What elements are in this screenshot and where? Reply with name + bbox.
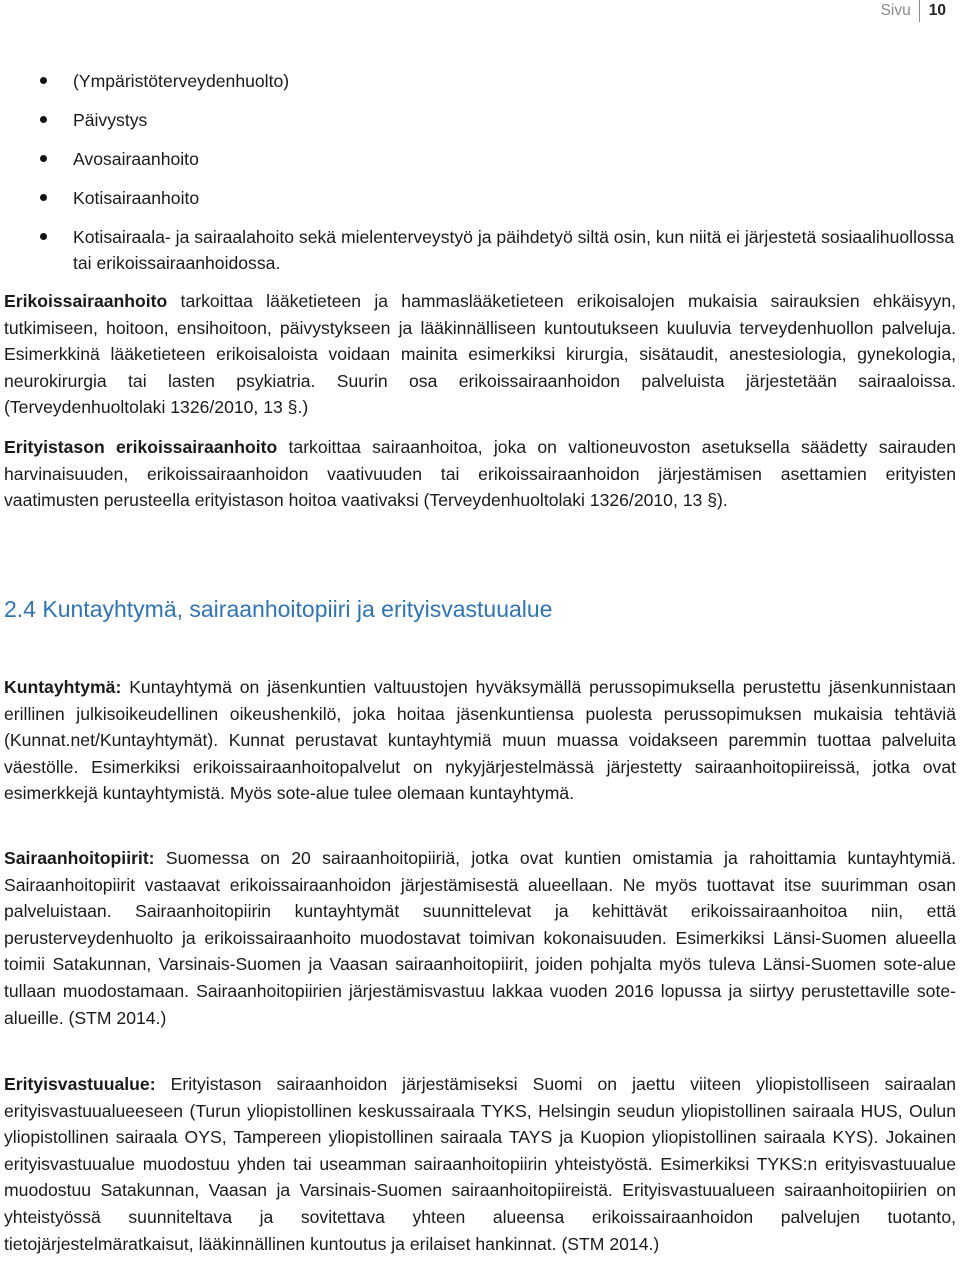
bullet-icon xyxy=(40,116,47,123)
list-item-text: Kotisairaala- ja sairaalahoito sekä mielenterveystyö ja päihdetyö siltä osin, kun niitä ei järjestetä sosiaalihuollossa tai erikoissairaanhoidossa. xyxy=(73,227,955,273)
term-bold: Erikoissairaanhoito xyxy=(4,291,168,311)
list-item-text: Avosairaanhoito xyxy=(73,149,199,169)
service-list xyxy=(0,68,960,276)
list-item xyxy=(0,107,960,133)
paragraph-text: tarkoittaa lääketieteen ja hammaslääketieteen erikoisalojen mukaisia sairauksien ehkäisyyn, tutkimiseen, hoitoon, ensihoitoon, päivystykseen ja lääkinnälliseen kuntoutukseen kuuluvia terveydenhuollon palveluja. Esimerkkinä lääketieteen erikoisaloista voidaan mainita esimerkiksi kirurgia, sisätaudit, anestesiologia, gynekologia, neurokirurgia tai lasten psykiatria. Suurin osa erikoissairaanhoidon palveluista järjestetään sairaaloissa. (Terveydenhuoltolaki 1326/2010, 13 §.) xyxy=(4,291,956,418)
list-item-text: (Ympäristöterveydenhuolto) xyxy=(73,71,290,91)
section-number: 2.4 xyxy=(4,596,36,622)
paragraph-text: tarkoittaa sairaanhoitoa, joka on valtioneuvoston asetuksella säädetty sairauden harvinaisuuden, erikoissairaanhoidon vaativuuden tai erikoissairaanhoidon järjestämisen asettamien erityisten vaatimusten perusteella erityistason hoitoa vaativaksi (Terveydenhuoltolaki 1326/2010, 13 §). xyxy=(4,437,956,511)
term-bold: Kuntayhtymä: xyxy=(4,677,122,697)
term-bold: Erityisvastuualue: xyxy=(4,1074,156,1094)
paragraph-kuntayhtyma xyxy=(4,674,956,807)
bullet-icon xyxy=(40,77,47,84)
paragraph-text: Suomessa on 20 sairaanhoitopiiriä, jotka ovat kuntien omistamia ja rahoittamia kuntayhtymiä. Sairaanhoitopiirit vastaavat erikoissairaanhoidon järjestämisestä alueellaan. Ne myös tuottavat itse suurimman osan palveluistaan. Sairaanhoitopiirin kuntayhtymät suunnittelevat ja kehittävät erikoissairaanhoitoa niin, että perusterveydenhuolto ja erikoissairaanhoito muodostavat toimivan kokonaisuuden. Esimerkiksi Länsi-Suomen alueella toimii Satakunnan, Varsinais-Suomen ja Vaasan sairaanhoitopiirit, joiden pohjalta myös tuleva Länsi-Suomen sote-alue tullaan muodostamaan. Sairaanhoitopiirien järjestämisvastuu lakkaa vuoden 2016 lopussa ja siirtyy perustettaville sote-alueille. (STM 2014.) xyxy=(4,848,956,1028)
paragraph-text: Kuntayhtymä on jäsenkuntien valtuustojen hyväksymällä perussopimuksella perustettu jäsenkunnistaan erillinen julkisoikeudellinen oikeushenkilö, joka hoitaa jäsenkuntiensa puolesta perussopimuksen mukaisia tehtäviä (Kunnat.net/Kuntayhtymät). Kunnat perustavat kuntayhtymiä muun muassa voidakseen paremmin tuottaa palveluita väestölle. Esimerkiksi erikoissairaanhoitopalvelut on nykyjärjestelmässä järjestetty sairaanhoitopiireissä, jotka ovat esimerkkejä kuntayhtymistä. Myös sote-alue tulee olemaan kuntayhtymä. xyxy=(4,677,956,804)
term-bold: Sairaanhoitopiirit: xyxy=(4,848,155,868)
list-item xyxy=(0,185,960,211)
bullet-icon xyxy=(40,155,47,162)
section-title: Kuntayhtymä, sairaanhoitopiiri ja erityisvastuualue xyxy=(42,596,553,622)
paragraph-sairaanhoitopiirit xyxy=(4,845,956,1031)
paragraph-erityisvastuualue xyxy=(4,1071,956,1257)
page-number: 10 xyxy=(928,2,946,19)
bullet-icon xyxy=(40,233,47,240)
paragraph-erikoissairaanhoito xyxy=(4,288,956,421)
paragraph-erityistason xyxy=(4,434,956,514)
bullet-icon xyxy=(40,194,47,201)
list-item-text: Kotisairaanhoito xyxy=(73,188,200,208)
page-header xyxy=(881,0,946,22)
section-heading xyxy=(4,594,552,624)
list-item xyxy=(0,224,960,276)
list-item xyxy=(0,68,960,94)
paragraph-text: Erityistason sairaanhoidon järjestämiseksi Suomi on jaettu viiteen yliopistolliseen sairaalan erityisvastuualueeseen (Turun yliopistollinen keskussairaala TYKS, Helsingin seudun yliopistollinen sairaala HUS, Oulun yliopistollinen sairaala OYS, Tampereen yliopistollinen sairaala TAYS ja Kuopion yliopistollinen sairaala KYS). Jokainen erityisvastuualue muodostuu yhden tai useamman sairaanhoitopiirin yhteistyöstä. Esimerkiksi TYKS:n erityisvastuualue muodostuu Satakunnan, Vaasan ja Varsinais-Suomen sairaanhoitopiireistä. Erityisvastuualueen sairaanhoitopiirien on yhteistyössä suunniteltava ja sovitettava yhteen alueensa erikoissairaanhoidon palvelujen tuotanto, tietojärjestelmäratkaisut, lääkinnällinen kuntoutus ja erilaiset hankinnat. (STM 2014.) xyxy=(4,1074,956,1254)
page-label: Sivu xyxy=(880,2,911,19)
list-item xyxy=(0,146,960,172)
term-bold: Erityistason erikoissairaanhoito xyxy=(4,437,278,457)
list-item-text: Päivystys xyxy=(73,110,148,130)
